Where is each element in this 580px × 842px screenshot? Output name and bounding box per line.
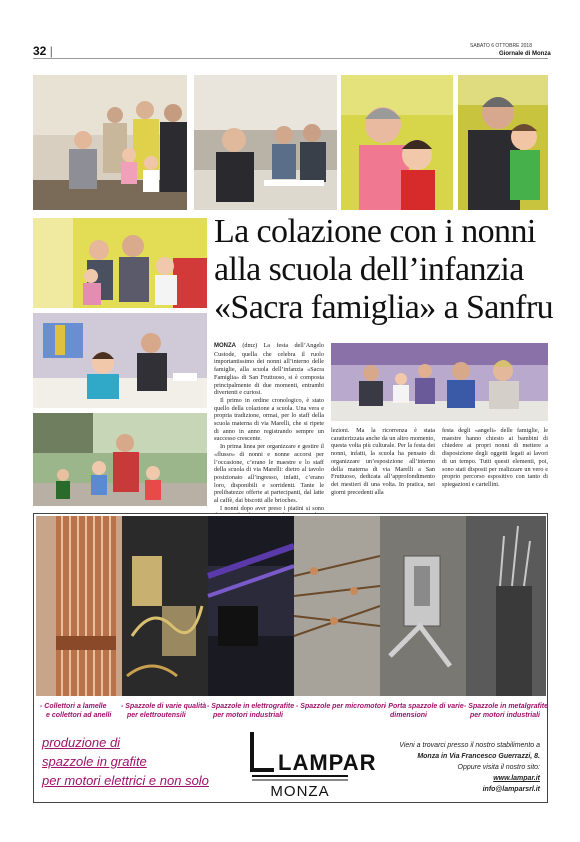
product-line: per motori industriali <box>213 712 284 719</box>
paragraph-3: In prima linea per organizzare e gestire il «flusso» di nonni e nonne accorsi per l’occasione, c’erano le maestre e lo staff della scuola di via Marelli: dietro al tavolo posizionato all’ingresso, infatti, c’erano loro, disponibili e sorridenti. Tante le prelibatezze offerte ai partecipanti, dal latte al caffè, dai biscotti alle brioches. <box>214 443 324 505</box>
address-line-1: Vieni a trovarci presso il nostro stabilimento a <box>399 742 540 749</box>
publication-name: Giornale di Monza <box>499 51 551 57</box>
ad-photo-metalgraphite <box>466 516 546 696</box>
ad-photo-brushes-springs <box>122 516 208 696</box>
product-porta-spazzole <box>384 702 464 720</box>
header-rule <box>33 58 548 59</box>
paragraph-4: I nonni dopo aver preso i piatini si sono <box>220 504 324 512</box>
photo-boy-at-table <box>33 313 207 408</box>
ad-tagline-3: per motori elettrici e non solo <box>42 773 209 788</box>
product-line: - Collettori a lamelle <box>40 703 107 710</box>
article-column-3 <box>442 427 548 511</box>
paragraph-1: (dmz) La festa dell’Angelo Custode, quella che celebra il ruolo importantissimo dei nonni all’interno delle famiglie, alla scuola dell’infanzia «Sacra Famiglia» di San Fruttuoso, si è composta principalmente di due momenti, entrambi divertenti e curiosi. <box>214 342 324 397</box>
product-line: per elettroutensili <box>127 712 186 719</box>
product-collettori <box>40 702 111 720</box>
ad-photo-micromotors <box>294 516 380 696</box>
ad-photo-brush-holder <box>380 516 466 696</box>
paragraph-2: Il primo in ordine cronologico, è stato quello della colazione a scuola. Una vera e propria tradizione, ormai, per lo staff della scuola materna di via Marelli, che si ripete di anno in anno registrando sempre un successo crescente. <box>214 396 324 443</box>
issue-date: SABATO 6 OTTOBRE 2018 <box>470 43 532 49</box>
headline-line-1: La colazione con i nonni <box>214 213 536 250</box>
ad-photo-commutator <box>36 516 122 696</box>
product-line: - Spazzole in metalgrafite <box>464 703 549 710</box>
address-line-3: Oppure visita il nostro sito: <box>457 764 540 771</box>
paragraph-6: festa degli «angeli» delle famiglie, le maestre hanno chiesto ai bambini di chiedere ai propri nonni di mettere a disposizione degli oggetti legati ai lavori di un tempo. Tutti questi elementi, poi, sono stati disposti per realizzare un vero e proprio percorso espositivo con tanto di spiegazioni e cartellini. <box>442 427 548 488</box>
ad-tagline-1: produzione di <box>42 735 121 750</box>
product-line: per motori industriali <box>470 712 541 719</box>
photo-grandparents-group <box>33 75 187 210</box>
product-line: - Spazzole di varie qualità <box>121 703 207 710</box>
address-line-2: Monza in Via Francesco Guerrazzi, 8. <box>417 753 540 760</box>
headline-line-3: «Sacra famiglia» a Sanfru <box>214 289 554 326</box>
product-line: - Porta spazzole di varie <box>384 703 464 710</box>
article-column-1 <box>214 342 324 510</box>
headline-line-2: alla scuola dell’infanzia <box>214 251 524 288</box>
ad-tagline-2: spazzole in grafite <box>42 754 147 769</box>
photo-grandma-girls <box>33 218 207 308</box>
product-line: - Spazzole per micromotori <box>296 703 386 710</box>
paragraph-5: lezioni. Ma la ricorrenza è stata caratterizzata anche da un altro momento, questa volta più culturale. Per la festa dei nonni, infatti, la scuola ha pensato di organizzare un’esposizione all’interno della materna di via Marelli a San Fruttuoso, dedicata all’approfondimento dei mestieri di una volta. In pratica, nei giorni precedenti alla <box>331 427 435 496</box>
website-link[interactable]: www.lampar.it <box>493 775 540 782</box>
product-elettrografite <box>207 702 294 720</box>
brand-city: MONZA <box>270 783 330 800</box>
product-metalgrafite <box>464 702 548 720</box>
brand-wordmark: LAMPAR <box>278 750 377 775</box>
product-micromotori <box>296 702 386 711</box>
product-spazzole-elettroutensili <box>121 702 206 720</box>
photo-grandma-boy <box>458 75 548 210</box>
article-column-2 <box>331 427 435 511</box>
photo-breakfast-table <box>194 75 337 210</box>
photo-classroom <box>33 413 207 506</box>
email-link[interactable]: info@lamparsrl.it <box>482 786 540 793</box>
product-line: dimensioni <box>390 712 427 719</box>
product-line: e collettori ad anelli <box>46 712 112 719</box>
photo-grandparents-row <box>331 343 548 421</box>
product-line: - Spazzole in elettrografite <box>207 703 295 710</box>
page-number: 32 | <box>33 44 53 58</box>
ad-photo-electrographite <box>208 516 294 696</box>
article-headline <box>214 213 554 327</box>
article-dateline: MONZA <box>214 343 236 349</box>
photo-grandma-child <box>341 75 453 210</box>
